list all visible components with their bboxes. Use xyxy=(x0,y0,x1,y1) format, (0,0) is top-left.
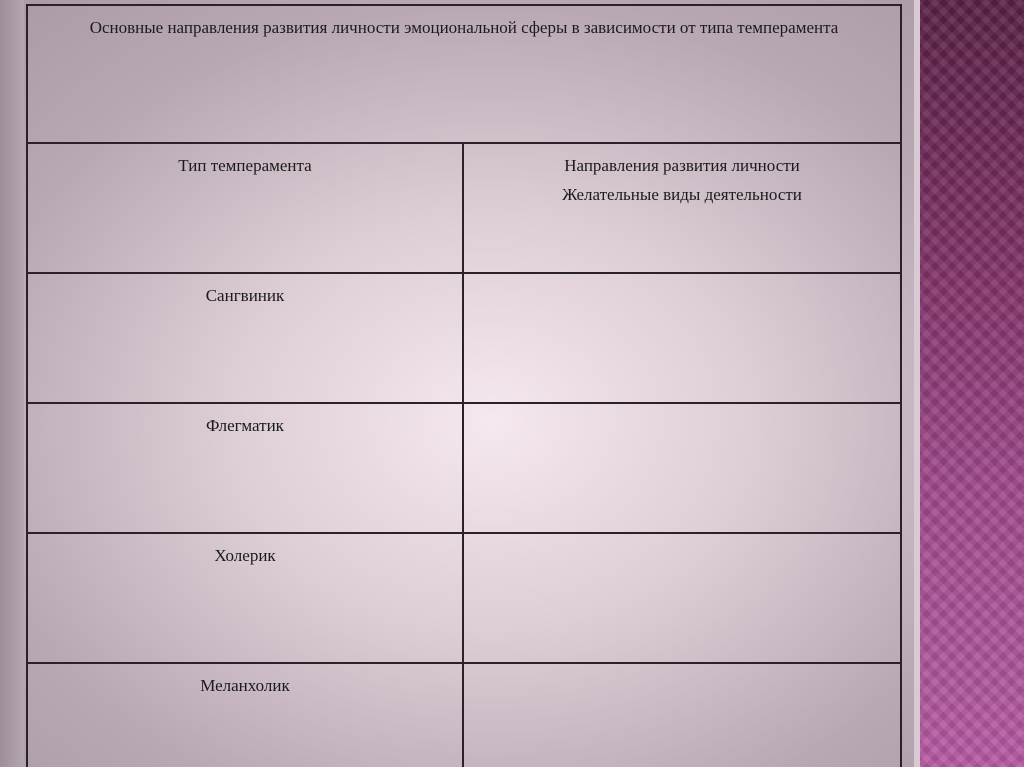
table-row xyxy=(27,533,901,663)
header-col2-line2: Желательные виды деятельности xyxy=(562,184,802,204)
temperament-table xyxy=(26,4,900,757)
header-temperament-type xyxy=(27,143,463,273)
row-type-label: Меланхолик xyxy=(200,676,290,695)
header-col2-line1: Направления развития личности xyxy=(564,156,800,175)
decorative-side-band xyxy=(914,0,1024,767)
row-type-label: Флегматик xyxy=(206,416,284,435)
row-type-label: Сангвиник xyxy=(205,286,285,305)
header-development-directions xyxy=(463,143,901,273)
row-activity-melancholic xyxy=(463,663,901,767)
row-type-phlegmatic xyxy=(27,403,463,533)
table-row xyxy=(27,663,901,767)
row-type-choleric xyxy=(27,533,463,663)
header-col1-label: Тип темперамента xyxy=(178,156,312,175)
row-activity-sanguine xyxy=(463,273,901,403)
row-type-sanguine xyxy=(27,273,463,403)
table-row xyxy=(27,403,901,533)
row-type-label: Холерик xyxy=(214,546,276,565)
table-title: Основные направления развития личности эмоциональной сферы в зависимости от типа темперамента xyxy=(89,18,839,37)
row-activity-phlegmatic xyxy=(463,403,901,533)
table-title-cell xyxy=(27,5,901,143)
table-row xyxy=(27,273,901,403)
left-border xyxy=(0,0,24,767)
row-activity-choleric xyxy=(463,533,901,663)
side-divider xyxy=(914,0,920,767)
row-type-melancholic xyxy=(27,663,463,767)
